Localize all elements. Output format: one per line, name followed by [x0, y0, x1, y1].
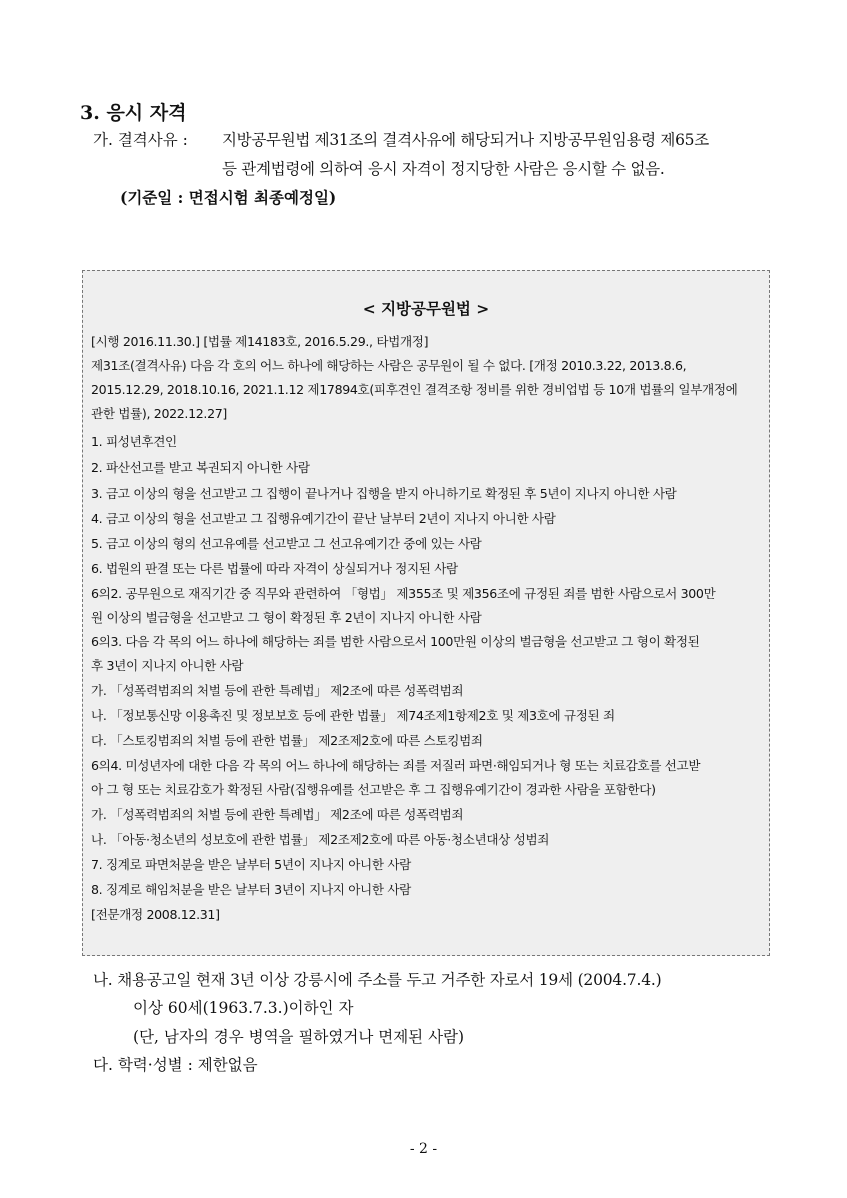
- law-box-title: < 지방공무원법 >: [362, 300, 490, 318]
- law-line: 가. 「성폭력범죄의 처벌 등에 관한 특례법」 제2조에 따른 성폭력범죄: [91, 807, 464, 822]
- page-number: - 2 -: [409, 1141, 438, 1157]
- law-line: 가. 「성폭력범죄의 처벌 등에 관한 특례법」 제2조에 따른 성폭력범죄: [91, 683, 464, 698]
- law-line: 3. 금고 이상의 형을 선고받고 그 집행이 끝나거나 집행을 받지 아니하기로 확정된 후 5년이 지나지 아니한 사람: [91, 486, 677, 501]
- law-line: 원 이상의 벌금형을 선고받고 그 형이 확정된 후 2년이 지나지 아니한 사람: [91, 610, 482, 625]
- law-line: 6의2. 공무원으로 재직기간 중 직무와 관련하여 「형법」 제355조 및 제356조에 규정된 죄를 범한 사람으로서 300만: [91, 586, 716, 601]
- basis-date-note: (기준일 : 면접시험 최종예정일): [120, 188, 337, 207]
- item-na-line-1: 나. 채용공고일 현재 3년 이상 강릉시에 주소를 두고 거주한 자로서 19세 (2004.7.4.): [93, 971, 662, 989]
- item-ga-line-1: 지방공무원법 제31조의 결격사유에 해당되거나 지방공무원임용령 제65조: [222, 131, 709, 149]
- law-line: 아 그 형 또는 치료감호가 확정된 사람(집행유예를 선고받은 후 그 집행유예기간이 경과한 사람을 포함한다): [91, 782, 656, 797]
- law-line: 제31조(결격사유) 다음 각 호의 어느 하나에 해당하는 사람은 공무원이 될 수 없다. [개정 2010.3.22, 2013.8.6,: [91, 358, 687, 373]
- law-line: 5. 금고 이상의 형의 선고유예를 선고받고 그 선고유예기간 중에 있는 사람: [91, 536, 482, 551]
- law-line: 나. 「정보통신망 이용촉진 및 정보보호 등에 관한 법률」 제74조제1항제2호 및 제3호에 규정된 죄: [91, 708, 615, 723]
- item-ga-label: 가. 결격사유 :: [93, 131, 188, 149]
- law-excerpt-box: [82, 270, 770, 956]
- section-title: 3. 응시 자격: [80, 102, 187, 124]
- item-da-line: 다. 학력·성별 : 제한없음: [93, 1056, 258, 1074]
- law-line: 4. 금고 이상의 형을 선고받고 그 집행유예기간이 끝난 날부터 2년이 지나지 아니한 사람: [91, 511, 556, 526]
- item-na-line-3: (단, 남자의 경우 병역을 필하였거나 면제된 사람): [133, 1028, 465, 1046]
- item-na-line-2: 이상 60세(1963.7.3.)이하인 자: [133, 999, 354, 1017]
- item-ga-line-2: 등 관계법령에 의하여 응시 자격이 정지당한 사람은 응시할 수 없음.: [222, 160, 665, 178]
- law-line: 7. 징계로 파면처분을 받은 날부터 5년이 지나지 아니한 사람: [91, 857, 411, 872]
- law-line: [시행 2016.11.30.] [법률 제14183호, 2016.5.29., 타법개정]: [91, 334, 429, 349]
- law-line: [전문개정 2008.12.31]: [91, 907, 220, 922]
- law-line: 다. 「스토킹범죄의 처벌 등에 관한 법률」 제2조제2호에 따른 스토킹범죄: [91, 733, 483, 748]
- law-line: 8. 징계로 해임처분을 받은 날부터 3년이 지나지 아니한 사람: [91, 882, 411, 897]
- law-line: 2. 파산선고를 받고 복권되지 아니한 사람: [91, 460, 310, 475]
- law-line: 2015.12.29, 2018.10.16, 2021.1.12 제17894호(피후견인 결격조항 정비를 위한 경비업법 등 10개 법률의 일부개정에: [91, 382, 738, 397]
- law-line: 1. 피성년후견인: [91, 434, 177, 449]
- law-line: 6. 법원의 판결 또는 다른 법률에 따라 자격이 상실되거나 정지된 사람: [91, 561, 458, 576]
- law-line: 관한 법률), 2022.12.27]: [91, 406, 227, 421]
- law-line: 후 3년이 지나지 아니한 사람: [91, 658, 244, 673]
- law-line: 6의3. 다음 각 목의 어느 하나에 해당하는 죄를 범한 사람으로서 100만원 이상의 벌금형을 선고받고 그 형이 확정된: [91, 634, 700, 649]
- law-line: 6의4. 미성년자에 대한 다음 각 목의 어느 하나에 해당하는 죄를 저질러 파면·해임되거나 형 또는 치료감호를 선고받: [91, 758, 701, 773]
- law-line: 나. 「아동·청소년의 성보호에 관한 법률」 제2조제2호에 따른 아동·청소년대상 성범죄: [91, 832, 550, 847]
